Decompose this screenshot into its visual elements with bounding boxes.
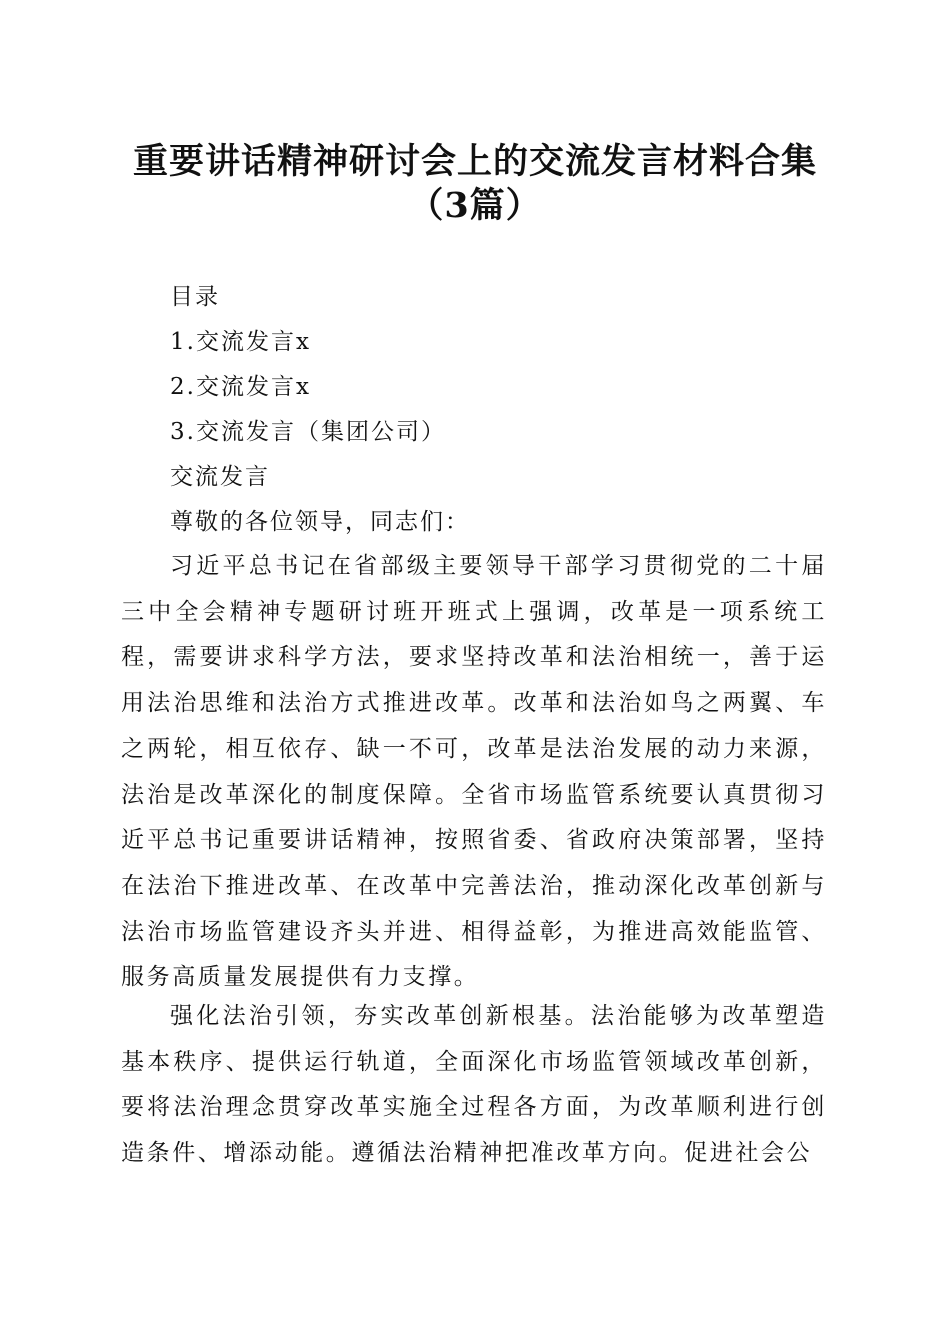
salutation: 尊敬的各位领导，同志们：	[170, 509, 470, 535]
body-paragraph-2: 强化法治引领，夯实改革创新根基。法治能够为改革塑造基本秩序、提供运行轨道，全面深化市场监管领域改革创新，要将法治理念贯穿改革实施全过程各方面，为改革顺利进行创造条件、增添动能。遵循法治精神把准改革方向。促进社会公	[121, 1003, 827, 1167]
toc-item-2: 2.交流发言x	[170, 374, 311, 400]
document-title-line1: 重要讲话精神研讨会上的交流发言材料合集	[132, 141, 817, 182]
document-title-line2: （3篇）	[408, 185, 542, 226]
toc-heading: 目录	[170, 284, 220, 310]
toc-item-3: 3.交流发言（集团公司）	[170, 419, 446, 445]
section-heading: 交流发言	[170, 464, 270, 490]
toc-item-1: 1.交流发言x	[170, 329, 311, 355]
body-paragraph-1: 习近平总书记在省部级主要领导干部学习贯彻党的二十届三中全会精神专题研讨班开班式上强调，改革是一项系统工程，需要讲求科学方法，要求坚持改革和法治相统一，善于运用法治思维和法治方式推进改革。改革和法治如鸟之两翼、车之两轮，相互依存、缺一不可，改革是法治发展的动力来源，法治是改革深化的制度保障。全省市场监管系统要认真贯彻习近平总书记重要讲话精神，按照省委、省政府决策部署，坚持在法治下推进改革、在改革中完善法治，推动深化改革创新与法治市场监管建设齐头并进、相得益彰，为推进高效能监管、服务高质量发展提供有力支撑。	[121, 553, 827, 991]
